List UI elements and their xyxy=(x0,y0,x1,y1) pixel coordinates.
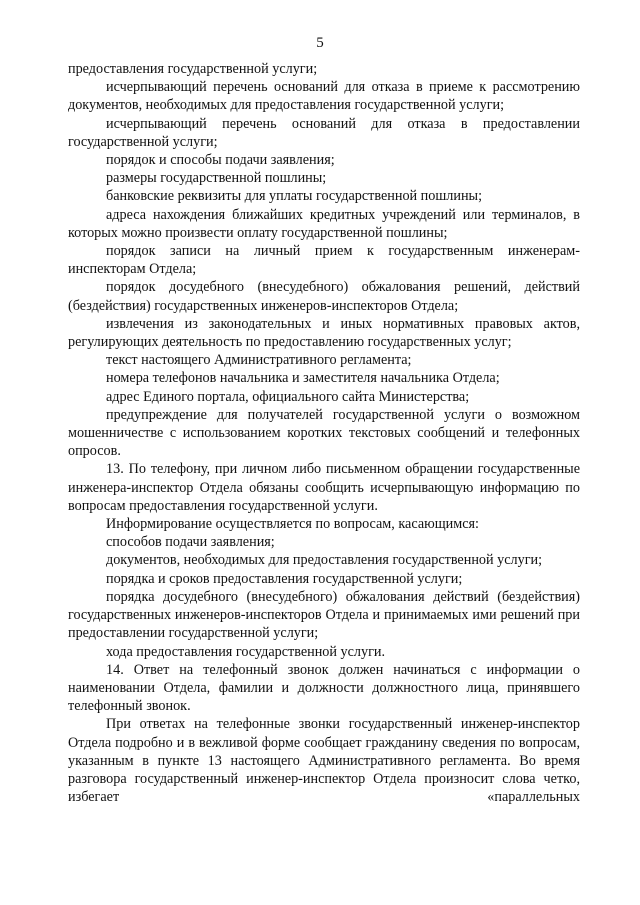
paragraph: предоставления государственной услуги; xyxy=(68,61,318,77)
paragraph: текст настоящего Административного регламента; xyxy=(106,352,412,369)
paragraph-item-14: 14. Ответ на телефонный звонок должен начинаться с информации о наименовании Отдела, фамилии и должности должностного лица, принявшего телефонный звонок. xyxy=(68,661,580,715)
page-number: 5 xyxy=(316,35,324,51)
paragraph: размеры государственной пошлины; xyxy=(106,170,327,187)
paragraph: извлечения из законодательных и иных нормативных правовых актов, регулирующих деятельность по предоставлению государственных услуг; xyxy=(68,315,580,351)
paragraph: порядок и способы подачи заявления; xyxy=(106,152,335,169)
paragraph: исчерпывающий перечень оснований для отказа в приеме к рассмотрению документов, необходимых для предоставления государственной услуги; xyxy=(68,79,580,114)
paragraph: способов подачи заявления; xyxy=(106,534,275,551)
paragraph: Информирование осуществляется по вопросам, касающимся: xyxy=(106,516,479,533)
paragraph: порядок досудебного (внесудебного) обжалования решений, действий (бездействия) государственных инженеров-инспекторов Отдела; xyxy=(68,279,580,314)
paragraph: документов, необходимых для предоставления государственной услуги; xyxy=(106,552,543,569)
paragraph: порядок записи на личный прием к государственным инженерам-инспекторам Отдела; xyxy=(68,243,580,278)
paragraph: хода предоставления государственной услуги. xyxy=(106,643,386,660)
paragraph-item-13: 13. По телефону, при личном либо письменном обращении государственные инженера-инспектор Отдела обязаны сообщить исчерпывающую информацию по вопросам предоставления государственной услуги. xyxy=(68,461,580,514)
paragraph: адрес Единого портала, официального сайта Министерства; xyxy=(106,388,470,405)
paragraph: предупреждение для получателей государственной услуги о возможном мошенничестве с использованием коротких текстовых сообщений и телефонных опросов. xyxy=(68,406,580,460)
paragraph: При ответах на телефонные звонки государственный инженер-инспектор Отдела подробно и в вежливой форме сообщает гражданину сведения по вопросам, указанным в пункте 13 настоящего Административного регламента. Во время разговора государственный инженер-инспектор Отдела произносит слова четко, избегает «параллельных xyxy=(68,716,580,806)
paragraph: порядка и сроков предоставления государственной услуги; xyxy=(106,570,463,587)
paragraph: исчерпывающий перечень оснований для отказа в предоставлении государственной услуги; xyxy=(68,115,580,150)
paragraph: адреса нахождения ближайших кредитных учреждений или терминалов, в которых можно произвести оплату государственной пошлины; xyxy=(68,206,580,241)
paragraph: банковские реквизиты для уплаты государственной пошлины; xyxy=(106,188,483,205)
document-body xyxy=(68,60,580,825)
paragraph: порядка досудебного (внесудебного) обжалования действий (бездействия) государственных инженеров-инспекторов Отдела и принимаемых ими решений при предоставлении государственной услуги; xyxy=(68,588,580,642)
paragraph: номера телефонов начальника и заместителя начальника Отдела; xyxy=(106,370,500,387)
